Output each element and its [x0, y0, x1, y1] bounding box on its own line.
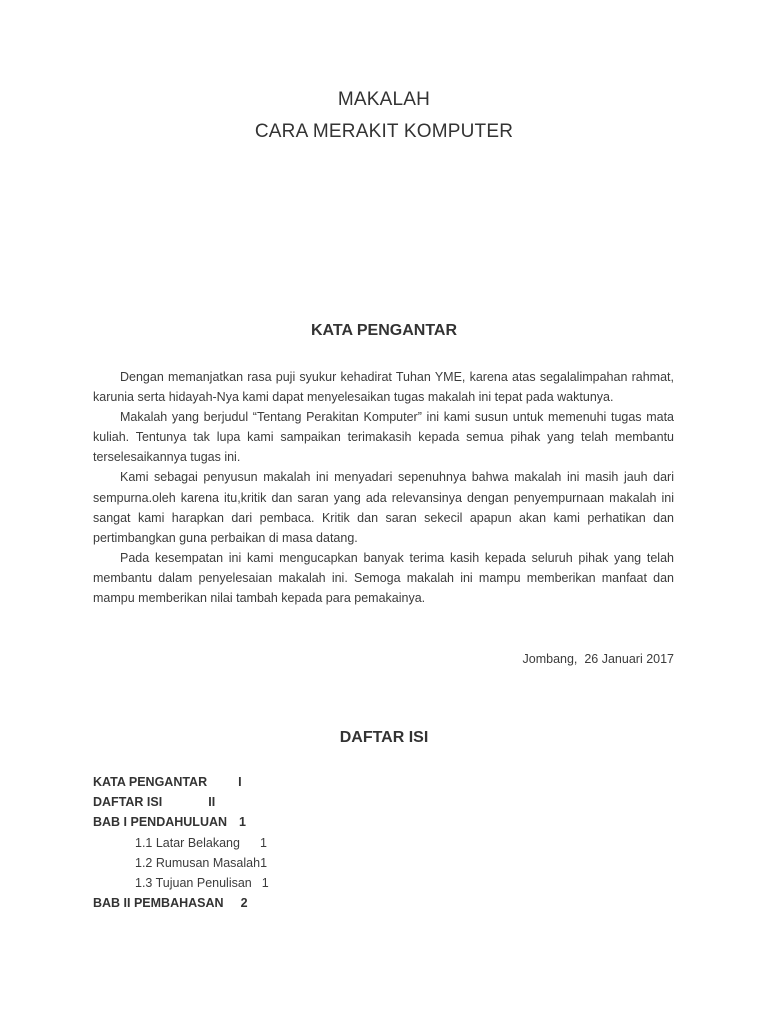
- toc-subentry: [93, 853, 493, 873]
- toc-entry-page: I: [238, 775, 242, 789]
- toc-entry: [93, 792, 493, 812]
- toc-entry-label: 1.2 Rumusan Masalah: [135, 855, 261, 870]
- toc-entry-page: 1: [239, 815, 246, 830]
- kata-pengantar-heading: KATA PENGANTAR: [310, 322, 458, 339]
- toc-subentry: [93, 873, 493, 893]
- toc-subentry: [93, 833, 493, 853]
- table-of-contents: [93, 772, 493, 913]
- document-title-line-2: CARA MERAKIT KOMPUTER: [254, 121, 514, 142]
- toc-entry: [93, 893, 493, 913]
- document-title-line-1: MAKALAH: [337, 89, 431, 110]
- toc-entry-label: 1.1 Latar Belakang: [135, 835, 240, 850]
- toc-entry-label: BAB I PENDAHULUAN: [93, 815, 228, 830]
- toc-entry-page: 1: [261, 875, 269, 890]
- paragraph: Dengan memanjatkan rasa puji syukur kehadirat Tuhan YME, karena atas segalalimpahan rahmat, karunia serta hidayah-Nya kami dapat menyelesaikan tugas makalah ini tepat pada waktunya.: [93, 370, 674, 405]
- toc-entry-label: BAB II PEMBAHASAN: [93, 896, 224, 911]
- toc-entry: [93, 812, 493, 832]
- toc-entry-label: 1.3 Tujuan Penulisan: [135, 875, 252, 890]
- toc-entry-page: II: [208, 795, 216, 810]
- paragraph: Pada kesempatan ini kami mengucapkan banyak terima kasih kepada seluruh pihak yang telah membantu dalam penyelesaian makalah ini. Semoga makalah ini mampu memberikan manfaat dan mampu memberikan nilai tambah kepada para pemakainya.: [93, 550, 674, 606]
- toc-entry-page: 1: [259, 835, 267, 850]
- paragraph: Makalah yang berjudul “Tentang Perakitan Komputer” ini kami susun untuk memenuhi tugas mata kuliah. Tentunya tak lupa kami sampaikan terimakasih kepada semua pihak yang telah membantu terselesaikannya tugas ini.: [93, 410, 674, 465]
- toc-entry-page: 2: [240, 896, 248, 911]
- kata-pengantar-body: [93, 367, 674, 608]
- toc-entry-page: 1: [260, 855, 268, 870]
- place-date-signoff: Jombang, 26 Januari 2017: [522, 652, 674, 666]
- toc-entry: [93, 772, 493, 792]
- toc-entry-label: KATA PENGANTAR: [93, 775, 208, 789]
- paragraph: Kami sebagai penyusun makalah ini menyadari sepenuhnya bahwa makalah ini masih jauh dari sempurna.oleh karena itu,kritik dan saran yang ada relevansinya dengan penyempurnaan makalah ini sangat kami harapkan dari pembaca. Kritik dan saran sekecil apapun akan kami perhatikan dan pertimbangkan guna perbaikan di masa datang.: [93, 470, 674, 545]
- toc-entry-label: DAFTAR ISI: [93, 795, 163, 810]
- daftar-isi-heading: DAFTAR ISI: [339, 729, 429, 746]
